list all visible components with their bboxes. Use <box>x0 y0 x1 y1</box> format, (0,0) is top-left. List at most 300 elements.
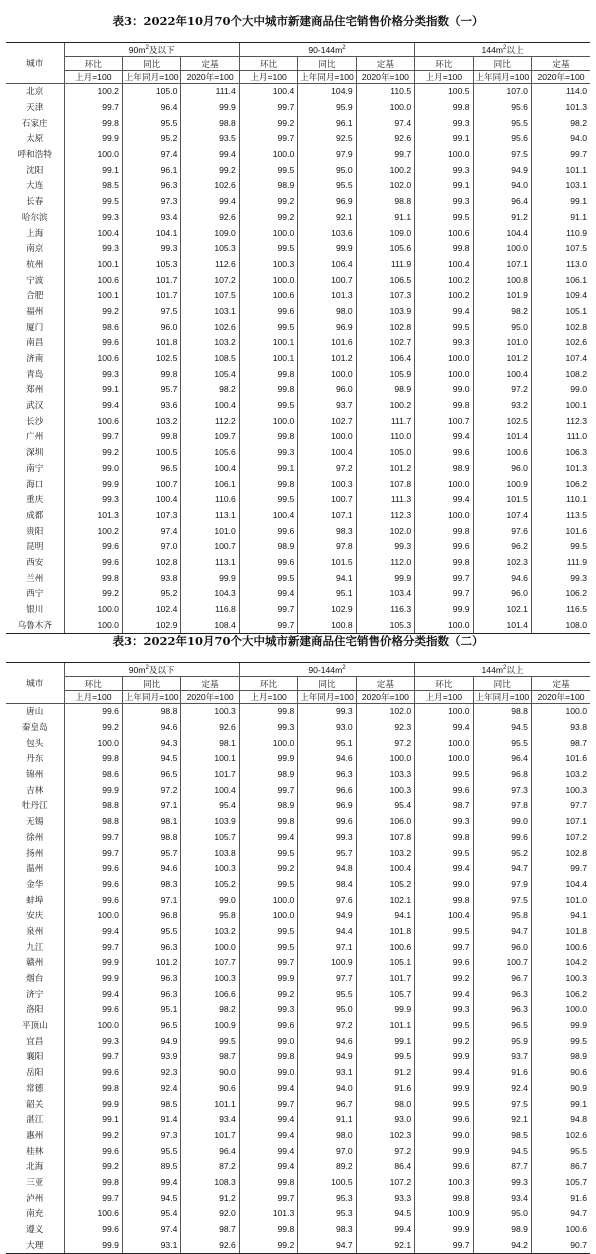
index-value: 97.2 <box>356 1143 414 1159</box>
index-value: 86.7 <box>531 1159 590 1175</box>
index-value: 99.1 <box>415 178 473 194</box>
city-name: 兰州 <box>26 572 44 583</box>
index-value: 89.2 <box>298 1159 356 1175</box>
index-value: 96.7 <box>473 971 531 987</box>
index-value: 99.8 <box>64 1175 122 1191</box>
index-value: 99.9 <box>181 100 239 116</box>
index-value: 106.4 <box>298 257 356 273</box>
index-value: 100.3 <box>531 782 590 798</box>
index-value: 95.0 <box>473 1206 531 1222</box>
index-value: 110.0 <box>356 429 414 445</box>
table-row <box>6 210 590 226</box>
index-value: 100.6 <box>531 939 590 955</box>
index-value: 101.9 <box>473 288 531 304</box>
index-value: 99.8 <box>64 751 122 767</box>
index-value: 99.6 <box>64 1143 122 1159</box>
index-value: 101.4 <box>473 429 531 445</box>
index-value: 107.7 <box>181 955 239 971</box>
index-value: 100.2 <box>415 288 473 304</box>
index-value: 99.8 <box>64 570 122 586</box>
index-value: 98.9 <box>239 798 297 814</box>
index-value: 95.1 <box>298 735 356 751</box>
index-value: 101.6 <box>531 751 590 767</box>
index-value: 100.6 <box>239 288 297 304</box>
index-value: 102.4 <box>122 602 180 618</box>
index-value: 91.1 <box>531 210 590 226</box>
index-value: 100.0 <box>239 908 297 924</box>
index-value: 98.0 <box>298 304 356 320</box>
index-value: 104.4 <box>531 877 590 893</box>
index-value: 99.9 <box>64 1237 122 1253</box>
index-value: 93.7 <box>298 398 356 414</box>
index-value: 97.0 <box>298 1143 356 1159</box>
index-value: 99.8 <box>239 366 297 382</box>
city-name: 贵阳 <box>26 525 44 536</box>
index-value: 103.9 <box>181 814 239 830</box>
index-value: 99.5 <box>531 539 590 555</box>
index-value: 100.7 <box>298 272 356 288</box>
index-value: 99.8 <box>415 523 473 539</box>
index-value: 93.1 <box>298 1065 356 1081</box>
index-value: 94.9 <box>298 1049 356 1065</box>
index-value: 99.4 <box>415 492 473 508</box>
index-value: 111.7 <box>356 413 414 429</box>
index-value: 99.2 <box>239 194 297 210</box>
index-value: 99.5 <box>415 1018 473 1034</box>
index-value: 98.3 <box>298 1222 356 1238</box>
index-value: 99.8 <box>415 830 473 846</box>
index-value: 102.1 <box>356 892 414 908</box>
yoy-sub-header: 上年同月=100 <box>122 691 180 704</box>
city-name: 牡丹江 <box>21 800 48 811</box>
index-value: 99.3 <box>531 570 590 586</box>
index-value: 100.0 <box>239 735 297 751</box>
index-value: 102.3 <box>356 1128 414 1144</box>
index-value: 99.9 <box>415 602 473 618</box>
city-name: 大理 <box>6 1237 64 1253</box>
index-value: 108.0 <box>531 617 590 633</box>
index-value: 101.0 <box>531 892 590 908</box>
index-value: 99.4 <box>239 1112 297 1128</box>
index-value: 91.1 <box>298 1112 356 1128</box>
index-value: 96.0 <box>473 461 531 477</box>
table-row <box>6 798 590 814</box>
index-value: 99.1 <box>531 1096 590 1112</box>
index-table <box>6 662 590 1254</box>
index-value: 100.8 <box>298 617 356 633</box>
index-value: 98.2 <box>531 115 590 131</box>
index-value: 100.4 <box>473 366 531 382</box>
index-value: 100.8 <box>473 272 531 288</box>
index-value: 90.6 <box>531 1065 590 1081</box>
city-name: 温州 <box>26 863 44 874</box>
index-value: 99.3 <box>239 445 297 461</box>
city-name: 合肥 <box>26 290 44 301</box>
index-value: 99.7 <box>239 617 297 633</box>
index-value: 99.4 <box>64 986 122 1002</box>
index-value: 99.3 <box>415 115 473 131</box>
index-value: 100.7 <box>181 539 239 555</box>
index-value: 98.8 <box>356 194 414 210</box>
index-value: 100.3 <box>181 861 239 877</box>
city-name: 广州 <box>26 431 44 442</box>
index-value: 99.7 <box>64 830 122 846</box>
index-value: 94.0 <box>473 178 531 194</box>
table-row <box>6 539 590 555</box>
index-value: 103.2 <box>181 924 239 940</box>
index-value: 94.6 <box>473 570 531 586</box>
index-value: 107.4 <box>473 508 531 524</box>
table-row <box>6 602 590 618</box>
index-value: 99.6 <box>473 830 531 846</box>
index-value: 99.3 <box>298 830 356 846</box>
city-name: 惠州 <box>26 1129 44 1140</box>
index-value: 99.3 <box>415 814 473 830</box>
index-value: 100.7 <box>122 476 180 492</box>
table-row <box>6 351 590 367</box>
index-value: 99.5 <box>239 162 297 178</box>
index-value: 95.5 <box>122 1143 180 1159</box>
index-value: 94.5 <box>473 720 531 736</box>
index-value: 97.0 <box>122 539 180 555</box>
index-value: 101.7 <box>356 971 414 987</box>
index-value: 107.3 <box>122 508 180 524</box>
index-value: 101.7 <box>122 272 180 288</box>
city-column-header: 城市 <box>6 43 64 84</box>
index-value: 101.5 <box>473 492 531 508</box>
index-value: 99.6 <box>239 304 297 320</box>
index-value: 99.6 <box>64 555 122 571</box>
city-name: 南充 <box>26 1208 44 1219</box>
yoy-header: 同比 <box>122 677 180 691</box>
index-value: 99.5 <box>239 492 297 508</box>
city-name: 青岛 <box>26 368 44 379</box>
index-value: 105.2 <box>181 877 239 893</box>
index-value: 100.4 <box>239 84 297 100</box>
index-value: 94.8 <box>531 1112 590 1128</box>
index-value: 102.8 <box>356 319 414 335</box>
city-name: 海口 <box>26 478 44 489</box>
index-value: 100.1 <box>531 398 590 414</box>
index-value: 99.6 <box>64 877 122 893</box>
index-value: 110.1 <box>531 492 590 508</box>
index-value: 97.8 <box>473 798 531 814</box>
table-row <box>6 1002 590 1018</box>
mom-header: 环比 <box>415 677 473 691</box>
city-name: 杭州 <box>26 258 44 269</box>
index-value: 95.8 <box>181 908 239 924</box>
index-value: 96.1 <box>122 162 180 178</box>
index-value: 93.4 <box>181 1112 239 1128</box>
index-value: 95.2 <box>122 131 180 147</box>
table-row <box>6 492 590 508</box>
index-value: 96.5 <box>122 767 180 783</box>
table-row <box>6 1190 590 1206</box>
index-value: 100.0 <box>415 476 473 492</box>
mom-sub-header: 上月=100 <box>415 71 473 84</box>
index-value: 97.7 <box>298 971 356 987</box>
index-value: 112.2 <box>181 413 239 429</box>
index-value: 94.6 <box>122 861 180 877</box>
index-value: 99.6 <box>415 955 473 971</box>
index-value: 94.8 <box>298 861 356 877</box>
index-value: 102.0 <box>356 178 414 194</box>
index-value: 112.0 <box>356 555 414 571</box>
index-value: 100.3 <box>181 971 239 987</box>
table-row <box>6 1128 590 1144</box>
city-name: 韶关 <box>26 1098 44 1109</box>
base-header: 定基 <box>531 57 590 71</box>
index-value: 99.6 <box>64 1002 122 1018</box>
index-value: 99.5 <box>415 767 473 783</box>
index-value: 116.3 <box>356 602 414 618</box>
index-value: 100.2 <box>356 162 414 178</box>
mom-sub-header: 上月=100 <box>239 691 297 704</box>
index-value: 99.9 <box>298 241 356 257</box>
index-value: 97.3 <box>473 782 531 798</box>
index-value: 100.0 <box>356 100 414 116</box>
index-value: 112.3 <box>356 508 414 524</box>
index-value: 108.3 <box>181 1175 239 1191</box>
index-value: 105.7 <box>181 830 239 846</box>
table-row <box>6 1237 590 1253</box>
city-name: 泸州 <box>26 1192 44 1203</box>
index-value: 94.1 <box>531 908 590 924</box>
index-value: 101.3 <box>298 288 356 304</box>
index-value: 95.4 <box>181 798 239 814</box>
city-name: 赣州 <box>26 957 44 968</box>
index-value: 101.7 <box>181 1128 239 1144</box>
city-name: 扬州 <box>26 847 44 858</box>
index-value: 98.5 <box>122 1096 180 1112</box>
table-title: 表3：2022年10月70个大中城市新建商品住宅销售价格分类指数（二） <box>112 634 484 648</box>
index-value: 108.5 <box>181 351 239 367</box>
index-value: 108.2 <box>531 366 590 382</box>
index-value: 99.7 <box>415 570 473 586</box>
index-value: 93.0 <box>298 720 356 736</box>
index-value: 97.3 <box>122 194 180 210</box>
index-value: 99.7 <box>356 147 414 163</box>
index-value: 102.5 <box>122 351 180 367</box>
index-value: 98.9 <box>473 1222 531 1238</box>
index-value: 106.5 <box>356 272 414 288</box>
index-value: 99.7 <box>239 782 297 798</box>
yoy-header: 同比 <box>122 57 180 71</box>
index-value: 99.4 <box>239 1159 297 1175</box>
index-value: 99.4 <box>122 1175 180 1191</box>
index-value: 99.8 <box>239 814 297 830</box>
index-value: 99.6 <box>415 1112 473 1128</box>
index-value: 112.3 <box>531 413 590 429</box>
index-value: 100.5 <box>415 84 473 100</box>
index-value: 92.6 <box>181 1237 239 1253</box>
index-value: 99.9 <box>415 1081 473 1097</box>
index-value: 96.1 <box>298 115 356 131</box>
index-value: 103.6 <box>298 225 356 241</box>
index-value: 99.4 <box>239 830 297 846</box>
index-value: 93.8 <box>122 570 180 586</box>
yoy-sub-header: 上年同月=100 <box>122 71 180 84</box>
index-value: 98.5 <box>64 178 122 194</box>
index-value: 100.4 <box>239 508 297 524</box>
index-value: 92.5 <box>298 131 356 147</box>
index-value: 107.8 <box>356 476 414 492</box>
city-name: 太原 <box>26 133 44 144</box>
index-value: 98.2 <box>473 304 531 320</box>
city-name: 金华 <box>26 878 44 889</box>
index-value: 101.8 <box>531 924 590 940</box>
index-value: 99.0 <box>415 877 473 893</box>
city-name: 深圳 <box>26 447 44 458</box>
table-row <box>6 1159 590 1175</box>
table-row <box>6 939 590 955</box>
index-value: 97.1 <box>122 798 180 814</box>
index-value: 95.7 <box>122 382 180 398</box>
index-value: 99.4 <box>415 304 473 320</box>
index-value: 99.5 <box>239 241 297 257</box>
index-value: 91.2 <box>181 1190 239 1206</box>
index-value: 95.3 <box>298 1190 356 1206</box>
index-value: 95.5 <box>122 924 180 940</box>
index-value: 99.4 <box>181 194 239 210</box>
city-name: 西宁 <box>26 588 44 599</box>
index-value: 116.8 <box>181 602 239 618</box>
index-value: 102.7 <box>298 413 356 429</box>
index-value: 99.8 <box>239 382 297 398</box>
index-value: 100.0 <box>415 751 473 767</box>
base-sub-header: 2020年=100 <box>531 71 590 84</box>
index-value: 105.2 <box>356 877 414 893</box>
index-value: 100.4 <box>298 445 356 461</box>
index-value: 95.2 <box>473 845 531 861</box>
table-row <box>6 767 590 783</box>
index-value: 95.4 <box>122 1206 180 1222</box>
table-row <box>6 257 590 273</box>
city-name: 昆明 <box>26 541 44 552</box>
city-name: 北京 <box>26 86 44 97</box>
table-body <box>6 84 590 634</box>
table-row <box>6 319 590 335</box>
index-value: 100.1 <box>181 751 239 767</box>
index-value: 91.6 <box>473 1065 531 1081</box>
index-value: 91.1 <box>356 210 414 226</box>
table-row <box>6 1081 590 1097</box>
index-value: 100.4 <box>181 461 239 477</box>
index-value: 105.3 <box>122 257 180 273</box>
table-row <box>6 413 590 429</box>
index-value: 93.2 <box>473 398 531 414</box>
index-value: 100.0 <box>64 735 122 751</box>
index-value: 91.6 <box>356 1081 414 1097</box>
index-value: 95.5 <box>298 986 356 1002</box>
city-name: 徐州 <box>26 831 44 842</box>
index-value: 92.6 <box>181 210 239 226</box>
index-value: 99.0 <box>181 892 239 908</box>
index-value: 102.8 <box>122 555 180 571</box>
index-value: 99.8 <box>415 241 473 257</box>
index-value: 107.5 <box>531 241 590 257</box>
index-value: 95.1 <box>298 586 356 602</box>
index-value: 94.0 <box>531 131 590 147</box>
index-value: 101.0 <box>181 523 239 539</box>
table-row <box>6 1175 590 1191</box>
city-name: 南京 <box>26 243 44 254</box>
index-value: 98.0 <box>356 1096 414 1112</box>
index-value: 99.4 <box>415 720 473 736</box>
table-row <box>6 908 590 924</box>
index-value: 114.0 <box>531 84 590 100</box>
table-row <box>6 272 590 288</box>
base-sub-header: 2020年=100 <box>181 691 239 704</box>
city-name: 三亚 <box>26 1176 44 1187</box>
index-value: 99.5 <box>415 845 473 861</box>
index-value: 93.1 <box>122 1237 180 1253</box>
table-row <box>6 100 590 116</box>
index-value: 99.7 <box>64 939 122 955</box>
index-value: 99.9 <box>239 751 297 767</box>
index-value: 99.3 <box>239 1002 297 1018</box>
index-value: 99.3 <box>239 720 297 736</box>
index-value: 105.3 <box>356 617 414 633</box>
index-value: 99.7 <box>531 861 590 877</box>
index-value: 99.9 <box>64 476 122 492</box>
index-value: 105.6 <box>181 445 239 461</box>
index-value: 99.8 <box>239 1175 297 1191</box>
mom-sub-header: 上月=100 <box>415 691 473 704</box>
index-value: 99.6 <box>415 445 473 461</box>
index-value: 99.3 <box>415 162 473 178</box>
index-value: 99.3 <box>64 366 122 382</box>
city-name: 银川 <box>26 604 44 615</box>
city-name: 丹东 <box>26 753 44 764</box>
index-table <box>6 42 590 634</box>
city-name: 无锡 <box>26 816 44 827</box>
index-value: 100.7 <box>415 413 473 429</box>
index-value: 95.1 <box>122 1002 180 1018</box>
table-row <box>6 986 590 1002</box>
index-value: 100.3 <box>531 971 590 987</box>
index-value: 99.4 <box>415 861 473 877</box>
index-value: 99.3 <box>473 1175 531 1191</box>
index-value: 93.6 <box>122 398 180 414</box>
index-value: 102.8 <box>531 319 590 335</box>
index-value: 98.3 <box>298 523 356 539</box>
index-value: 93.0 <box>356 1112 414 1128</box>
city-name: 乌鲁木齐 <box>6 617 64 633</box>
index-value: 99.8 <box>415 555 473 571</box>
index-value: 112.6 <box>181 257 239 273</box>
index-value: 102.9 <box>122 617 180 633</box>
index-value: 104.4 <box>473 225 531 241</box>
index-value: 107.3 <box>356 288 414 304</box>
index-value: 99.7 <box>239 602 297 618</box>
index-value: 101.2 <box>473 351 531 367</box>
index-value: 102.7 <box>356 335 414 351</box>
index-value: 106.2 <box>531 586 590 602</box>
base-header: 定基 <box>356 57 414 71</box>
table-row <box>6 720 590 736</box>
index-value: 99.3 <box>64 1033 122 1049</box>
index-value: 97.5 <box>122 304 180 320</box>
index-value: 92.4 <box>122 1081 180 1097</box>
index-value: 99.5 <box>239 319 297 335</box>
index-value: 98.7 <box>181 1222 239 1238</box>
city-name: 哈尔滨 <box>21 211 48 222</box>
index-value: 96.4 <box>473 751 531 767</box>
index-value: 99.7 <box>64 845 122 861</box>
city-name: 湛江 <box>26 1114 44 1125</box>
index-value: 99.4 <box>239 586 297 602</box>
